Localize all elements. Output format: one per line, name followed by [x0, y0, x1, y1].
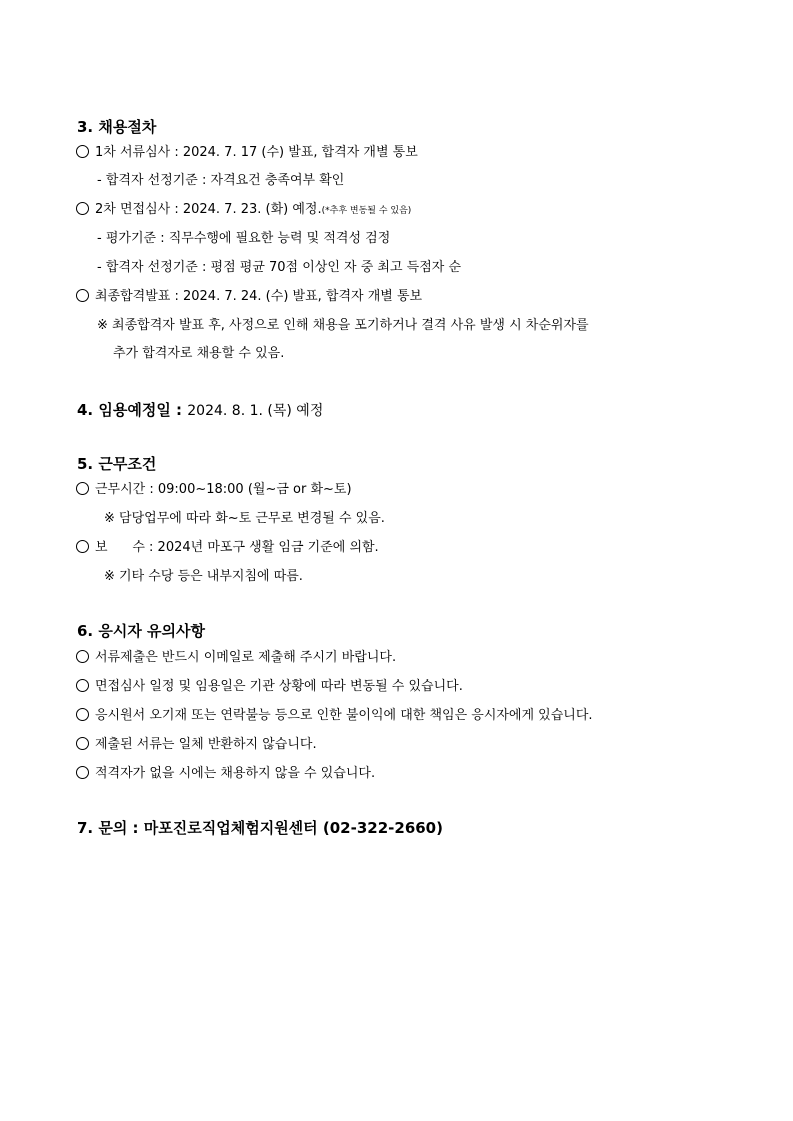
notice-text: 면접심사 일정 및 임용일은 기관 상황에 따라 변동될 수 있습니다. [95, 679, 463, 694]
pay-item [76, 539, 379, 557]
circle-bullet-icon [76, 202, 89, 215]
final-note-line-2: 추가 합격자로 채용할 수 있음. [113, 346, 285, 361]
notice-text: 서류제출은 반드시 이메일로 제출해 주시기 바랍니다. [95, 650, 397, 665]
step-2-text: 2차 면접심사 : 2024. 7. 23. (화) 예정. [95, 202, 322, 217]
step-1-item [76, 144, 418, 162]
pay-note: ※ 기타 수당 등은 내부지침에 따름. [104, 569, 303, 584]
section-4-heading [77, 400, 323, 421]
notice-text: 응시원서 오기재 또는 연락불능 등으로 인한 불이익에 대한 책임은 응시자에게 있습니다. [95, 708, 593, 723]
circle-bullet-icon [76, 679, 89, 692]
hours-note: ※ 담당업무에 따라 화~토 근무로 변경될 수 있음. [104, 511, 385, 526]
section-6-heading: 6. 응시자 유의사항 [77, 622, 206, 640]
notice-item [76, 736, 317, 754]
final-note-line-1: ※ 최종합격자 발표 후, 사정으로 인해 채용을 포기하거나 결격 사유 발생 시 차순위자를 [97, 318, 589, 333]
circle-bullet-icon [76, 145, 89, 158]
notice-item [76, 707, 593, 725]
circle-bullet-icon [76, 737, 89, 750]
pay-text: 보 수 : 2024년 마포구 생활 임금 기준에 의함. [95, 540, 379, 555]
circle-bullet-icon [76, 289, 89, 302]
step-2-evaluation: - 평가기준 : 직무수행에 필요한 능력 및 적격성 검정 [97, 231, 391, 246]
hours-text: 근무시간 : 09:00~18:00 (월~금 or 화~토) [95, 482, 352, 497]
circle-bullet-icon [76, 708, 89, 721]
section-4-value: 2024. 8. 1. (목) 예정 [187, 403, 324, 419]
section-3-heading: 3. 채용절차 [77, 118, 157, 136]
section-5-heading: 5. 근무조건 [77, 455, 157, 473]
step-1-criteria: - 합격자 선정기준 : 자격요건 충족여부 확인 [97, 173, 345, 188]
notice-text: 제출된 서류는 일체 반환하지 않습니다. [95, 737, 317, 752]
section-4-title: 4. 임용예정일 : [77, 401, 183, 419]
step-1-text: 1차 서류심사 : 2024. 7. 17 (수) 발표, 합격자 개별 통보 [95, 145, 418, 160]
circle-bullet-icon [76, 482, 89, 495]
step-2-note: (*추후 변동될 수 있음) [321, 206, 412, 216]
final-item [76, 288, 422, 306]
notice-item [76, 649, 396, 667]
notice-item [76, 678, 463, 696]
step-2-item [76, 201, 411, 220]
hours-item [76, 481, 352, 499]
circle-bullet-icon [76, 540, 89, 553]
notice-text: 적격자가 없을 시에는 채용하지 않을 수 있습니다. [95, 766, 376, 781]
step-2-criteria: - 합격자 선정기준 : 평점 평균 70점 이상인 자 중 최고 득점자 순 [97, 260, 462, 275]
notice-item [76, 765, 375, 783]
circle-bullet-icon [76, 650, 89, 663]
section-7-heading: 7. 문의 : 마포진로직업체험지원센터 (02-322-2660) [77, 819, 443, 837]
final-text: 최종합격발표 : 2024. 7. 24. (수) 발표, 합격자 개별 통보 [95, 289, 423, 304]
circle-bullet-icon [76, 766, 89, 779]
